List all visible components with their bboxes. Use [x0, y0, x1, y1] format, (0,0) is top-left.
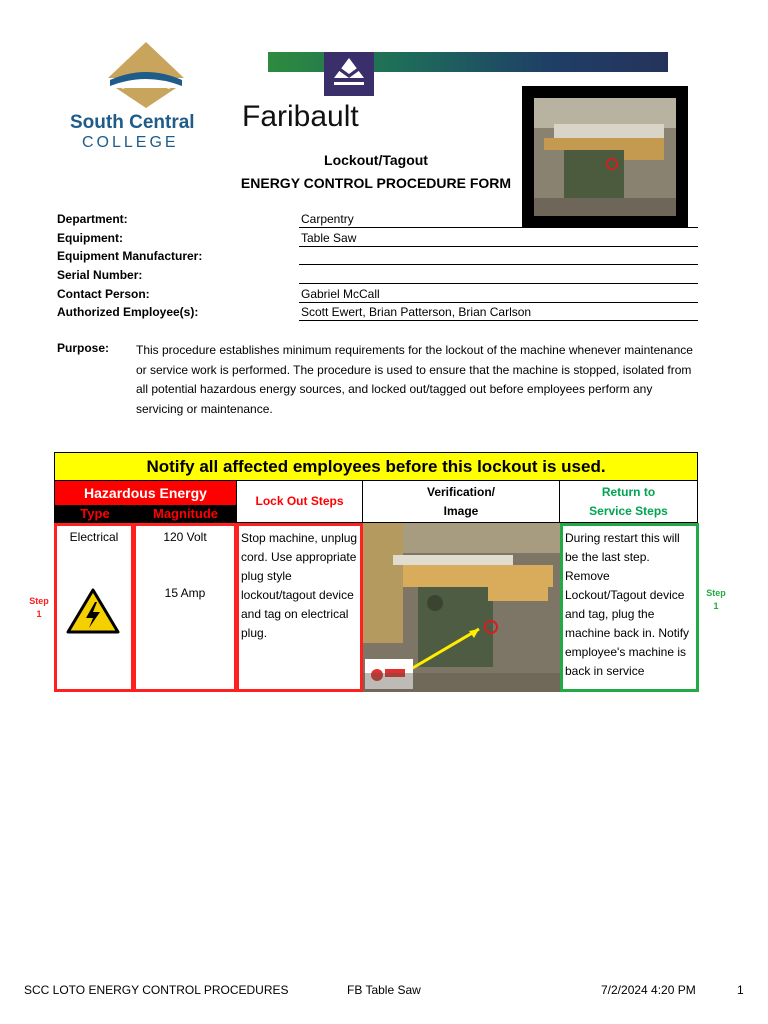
college-subtitle: COLLEGE [82, 134, 179, 151]
energy-type-value: Electrical [69, 530, 119, 544]
field-value: Table Saw [299, 229, 698, 247]
field-label: Serial Number: [57, 268, 143, 282]
field-label: Contact Person: [57, 287, 150, 301]
magnitude-column-header: Magnitude [153, 506, 218, 521]
verification-header-line-1: Verification/ [426, 484, 496, 499]
campus-badge-icon [324, 52, 374, 96]
step-marker-right [704, 587, 728, 613]
return-header-line-2: Service Steps [589, 503, 668, 518]
hazardous-energy-header [54, 480, 237, 523]
lockout-steps-header: Lock Out Steps [236, 480, 363, 523]
college-name: South Central [70, 112, 195, 133]
notify-banner: Notify all affected employees before this lockout is used. [54, 452, 698, 481]
info-row-contact-person [57, 285, 698, 303]
footer-procedures: SCC LOTO ENERGY CONTROL PROCEDURES [24, 983, 289, 997]
verification-header-line-2: Image [443, 503, 479, 518]
step-word: Step [706, 588, 726, 598]
return-to-service-header [559, 480, 698, 523]
purpose-label: Purpose: [57, 341, 110, 355]
verification-header [362, 480, 560, 523]
footer-page-number: 1 [737, 983, 744, 997]
info-row-manufacturer [57, 247, 698, 265]
electrical-hazard-icon [66, 588, 120, 634]
hazardous-energy-title: Hazardous Energy [55, 481, 236, 505]
info-row-authorized-employees [57, 303, 698, 321]
field-label: Authorized Employee(s): [57, 305, 199, 319]
field-value: Scott Ewert, Brian Patterson, Brian Carlson [299, 303, 698, 321]
field-label: Equipment: [57, 231, 123, 245]
magnitude-cell [133, 523, 237, 692]
form-title-line-2: ENERGY CONTROL PROCEDURE FORM [240, 175, 512, 191]
field-value: Gabriel McCall [299, 285, 698, 303]
lockout-steps-cell: Stop machine, unplug cord. Use appropriate plug style lockout/tagout device and tag on electrical plug. [236, 523, 363, 692]
equipment-photo [522, 86, 688, 228]
footer-datetime: 7/2/2024 4:20 PM [601, 983, 696, 997]
step-number: 1 [36, 609, 42, 619]
field-label: Equipment Manufacturer: [57, 249, 203, 263]
step-word: Step [29, 596, 49, 606]
footer-file: FB Table Saw [347, 983, 421, 997]
return-to-service-cell: During restart this will be the last step. Remove Lockout/Tagout device and tag, plug the machine back in. Notify employee's machine is back in service [560, 523, 699, 692]
form-title [240, 149, 512, 195]
field-value [299, 247, 698, 265]
magnitude-voltage: 120 Volt [163, 530, 207, 544]
magnitude-amperage: 15 Amp [164, 586, 206, 600]
field-value [299, 266, 698, 284]
college-logo-icon [108, 42, 184, 108]
field-value: Carpentry [299, 210, 698, 228]
campus-name: Faribault [242, 100, 359, 133]
energy-type-cell [54, 523, 134, 692]
step-number: 1 [713, 601, 719, 611]
purpose-text: This procedure establishes minimum requirements for the lockout of the machine whenever maintenance or service work is performed. The procedure is used to ensure that the machine is stopped, isolated from all potential hazardous energy sources, and locked out/tagged out before employees perform any servicing or maintenance. [136, 343, 693, 416]
step-marker-left [27, 595, 51, 621]
type-column-header: Type [80, 506, 110, 521]
verification-image [363, 523, 560, 692]
info-row-equipment [57, 229, 698, 247]
form-title-line-1: Lockout/Tagout [324, 152, 428, 168]
field-label: Department: [57, 212, 128, 226]
info-row-department [57, 210, 698, 228]
return-header-line-1: Return to [601, 484, 656, 499]
info-row-serial-number [57, 266, 698, 284]
